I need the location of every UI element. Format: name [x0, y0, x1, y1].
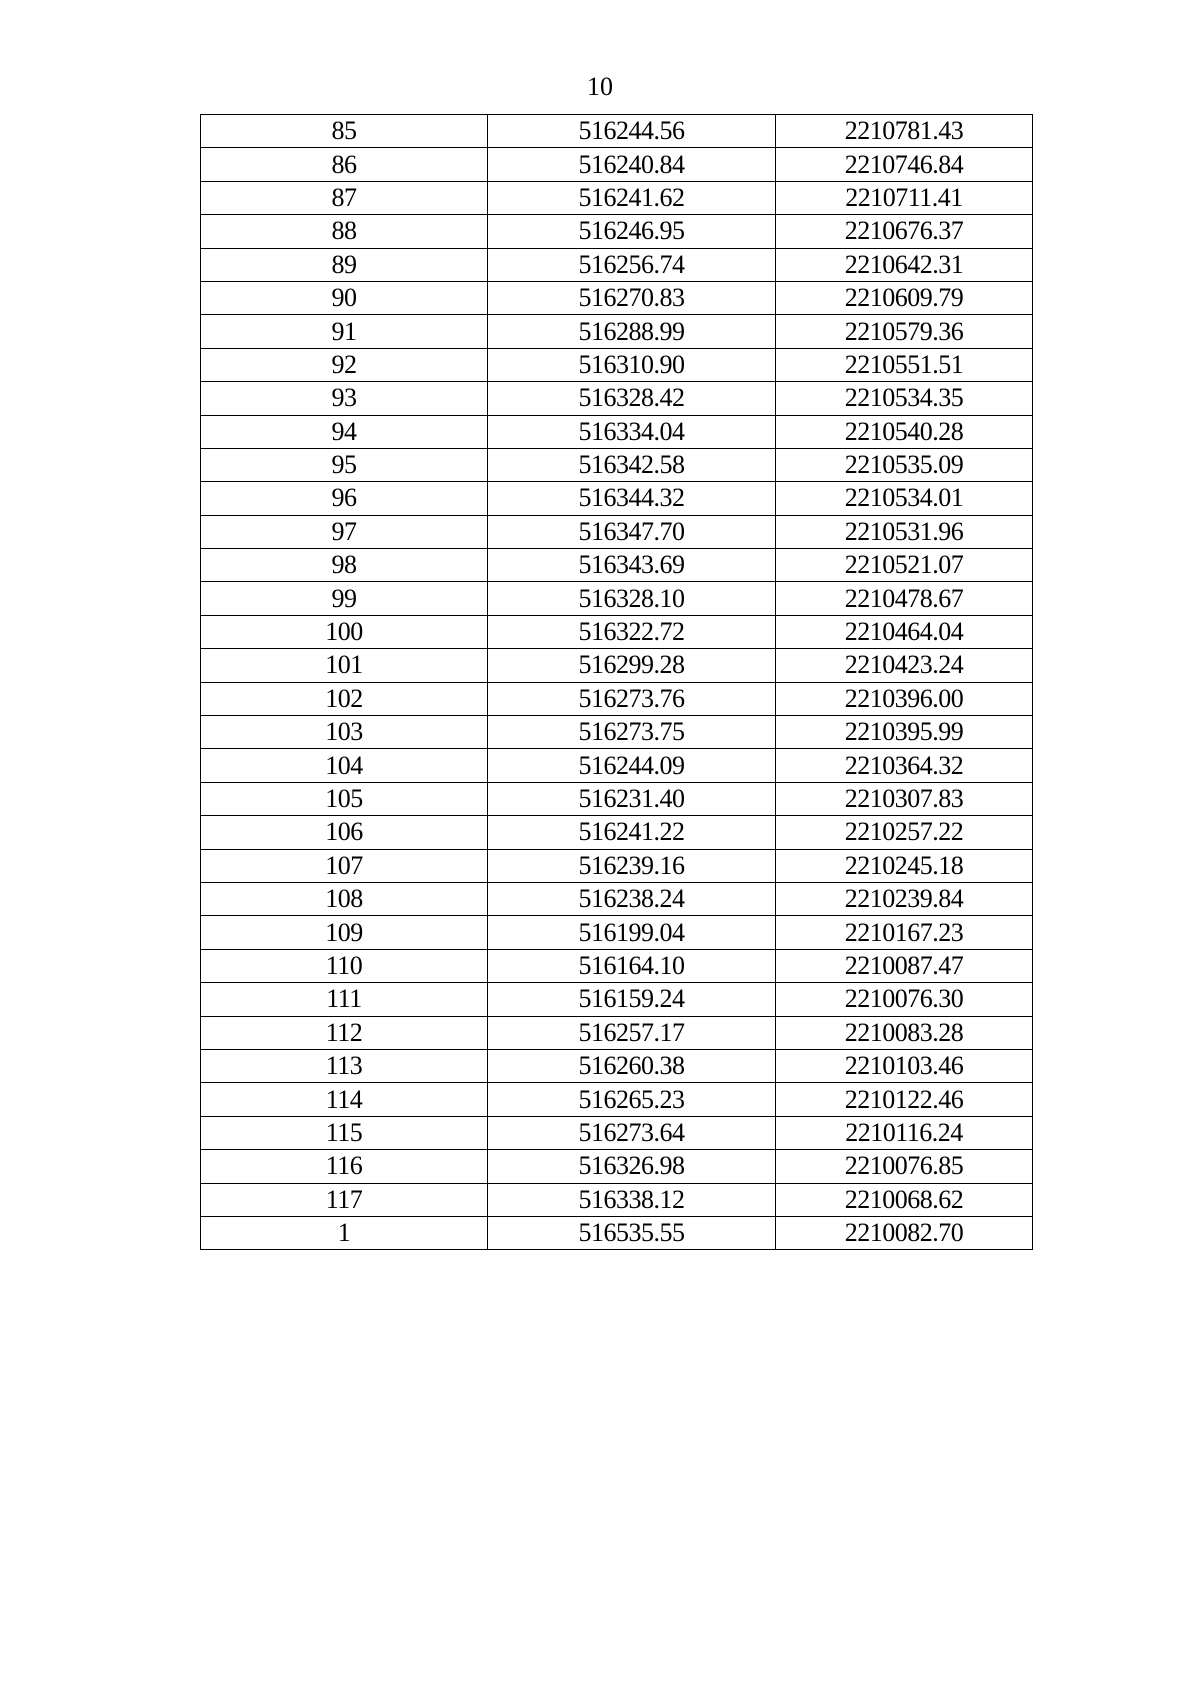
x-coordinate-cell: 516322.72: [488, 615, 776, 648]
y-coordinate-cell: 2210531.96: [776, 515, 1033, 548]
y-coordinate-cell: 2210257.22: [776, 816, 1033, 849]
table-row: [201, 448, 1033, 481]
x-coordinate-cell: 516338.12: [488, 1183, 776, 1216]
y-coordinate-cell: 2210478.67: [776, 582, 1033, 615]
table-row: [201, 649, 1033, 682]
point-number-cell: 93: [201, 382, 488, 415]
x-coordinate-cell: 516199.04: [488, 916, 776, 949]
y-coordinate-cell: 2210534.01: [776, 482, 1033, 515]
point-number-cell: 108: [201, 882, 488, 915]
x-coordinate-cell: 516246.95: [488, 215, 776, 248]
point-number-cell: 94: [201, 415, 488, 448]
table-row: [201, 382, 1033, 415]
table-row: [201, 415, 1033, 448]
table-row: [201, 215, 1033, 248]
x-coordinate-cell: 516288.99: [488, 315, 776, 348]
table-row: [201, 782, 1033, 815]
coordinate-table: [200, 114, 1033, 1250]
table-row: [201, 1049, 1033, 1082]
table-row: [201, 148, 1033, 181]
point-number-cell: 100: [201, 615, 488, 648]
table-row: [201, 682, 1033, 715]
y-coordinate-cell: 2210676.37: [776, 215, 1033, 248]
table-row: [201, 281, 1033, 314]
table-row: [201, 816, 1033, 849]
table-row: [201, 849, 1033, 882]
y-coordinate-cell: 2210540.28: [776, 415, 1033, 448]
table-row: [201, 115, 1033, 148]
x-coordinate-cell: 516238.24: [488, 882, 776, 915]
table-row: [201, 315, 1033, 348]
y-coordinate-cell: 2210307.83: [776, 782, 1033, 815]
point-number-cell: 88: [201, 215, 488, 248]
point-number-cell: 96: [201, 482, 488, 515]
point-number-cell: 105: [201, 782, 488, 815]
table-row: [201, 1150, 1033, 1183]
table-row: [201, 615, 1033, 648]
x-coordinate-cell: 516273.75: [488, 716, 776, 749]
page-number: 10: [587, 72, 613, 101]
table-row: [201, 515, 1033, 548]
y-coordinate-cell: 2210076.30: [776, 983, 1033, 1016]
point-number-cell: 114: [201, 1083, 488, 1116]
x-coordinate-cell: 516328.42: [488, 382, 776, 415]
y-coordinate-cell: 2210521.07: [776, 549, 1033, 582]
y-coordinate-cell: 2210423.24: [776, 649, 1033, 682]
y-coordinate-cell: 2210551.51: [776, 348, 1033, 381]
point-number-cell: 102: [201, 682, 488, 715]
point-number-cell: 115: [201, 1116, 488, 1149]
x-coordinate-cell: 516265.23: [488, 1083, 776, 1116]
coordinate-table-body: [201, 115, 1033, 1250]
point-number-cell: 113: [201, 1049, 488, 1082]
x-coordinate-cell: 516159.24: [488, 983, 776, 1016]
point-number-cell: 85: [201, 115, 488, 148]
point-number-cell: 107: [201, 849, 488, 882]
table-row: [201, 1116, 1033, 1149]
table-row: [201, 1083, 1033, 1116]
x-coordinate-cell: 516270.83: [488, 281, 776, 314]
x-coordinate-cell: 516310.90: [488, 348, 776, 381]
x-coordinate-cell: 516164.10: [488, 949, 776, 982]
point-number-cell: 111: [201, 983, 488, 1016]
y-coordinate-cell: 2210711.41: [776, 181, 1033, 214]
x-coordinate-cell: 516328.10: [488, 582, 776, 615]
y-coordinate-cell: 2210082.70: [776, 1216, 1033, 1249]
point-number-cell: 112: [201, 1016, 488, 1049]
table-row: [201, 1016, 1033, 1049]
x-coordinate-cell: 516273.64: [488, 1116, 776, 1149]
point-number-cell: 90: [201, 281, 488, 314]
x-coordinate-cell: 516273.76: [488, 682, 776, 715]
y-coordinate-cell: 2210746.84: [776, 148, 1033, 181]
x-coordinate-cell: 516257.17: [488, 1016, 776, 1049]
x-coordinate-cell: 516334.04: [488, 415, 776, 448]
y-coordinate-cell: 2210068.62: [776, 1183, 1033, 1216]
table-row: [201, 716, 1033, 749]
y-coordinate-cell: 2210642.31: [776, 248, 1033, 281]
table-row: [201, 949, 1033, 982]
x-coordinate-cell: 516240.84: [488, 148, 776, 181]
x-coordinate-cell: 516241.22: [488, 816, 776, 849]
y-coordinate-cell: 2210167.23: [776, 916, 1033, 949]
point-number-cell: 87: [201, 181, 488, 214]
y-coordinate-cell: 2210395.99: [776, 716, 1033, 749]
y-coordinate-cell: 2210534.35: [776, 382, 1033, 415]
table-row: [201, 248, 1033, 281]
x-coordinate-cell: 516256.74: [488, 248, 776, 281]
x-coordinate-cell: 516299.28: [488, 649, 776, 682]
y-coordinate-cell: 2210364.32: [776, 749, 1033, 782]
y-coordinate-cell: 2210087.47: [776, 949, 1033, 982]
point-number-cell: 95: [201, 448, 488, 481]
point-number-cell: 101: [201, 649, 488, 682]
table-row: [201, 181, 1033, 214]
x-coordinate-cell: 516244.09: [488, 749, 776, 782]
x-coordinate-cell: 516347.70: [488, 515, 776, 548]
point-number-cell: 97: [201, 515, 488, 548]
y-coordinate-cell: 2210239.84: [776, 882, 1033, 915]
point-number-cell: 91: [201, 315, 488, 348]
point-number-cell: 110: [201, 949, 488, 982]
y-coordinate-cell: 2210781.43: [776, 115, 1033, 148]
x-coordinate-cell: 516326.98: [488, 1150, 776, 1183]
table-row: [201, 1183, 1033, 1216]
x-coordinate-cell: 516535.55: [488, 1216, 776, 1249]
y-coordinate-cell: 2210535.09: [776, 448, 1033, 481]
point-number-cell: 109: [201, 916, 488, 949]
table-row: [201, 1216, 1033, 1249]
table-row: [201, 749, 1033, 782]
x-coordinate-cell: 516241.62: [488, 181, 776, 214]
y-coordinate-cell: 2210083.28: [776, 1016, 1033, 1049]
x-coordinate-cell: 516244.56: [488, 115, 776, 148]
table-row: [201, 983, 1033, 1016]
point-number-cell: 103: [201, 716, 488, 749]
y-coordinate-cell: 2210464.04: [776, 615, 1033, 648]
y-coordinate-cell: 2210116.24: [776, 1116, 1033, 1149]
point-number-cell: 99: [201, 582, 488, 615]
table-row: [201, 916, 1033, 949]
point-number-cell: 86: [201, 148, 488, 181]
x-coordinate-cell: 516342.58: [488, 448, 776, 481]
table-row: [201, 482, 1033, 515]
table-row: [201, 549, 1033, 582]
point-number-cell: 116: [201, 1150, 488, 1183]
point-number-cell: 89: [201, 248, 488, 281]
y-coordinate-cell: 2210076.85: [776, 1150, 1033, 1183]
y-coordinate-cell: 2210609.79: [776, 281, 1033, 314]
x-coordinate-cell: 516239.16: [488, 849, 776, 882]
point-number-cell: 117: [201, 1183, 488, 1216]
table-row: [201, 348, 1033, 381]
x-coordinate-cell: 516260.38: [488, 1049, 776, 1082]
table-row: [201, 582, 1033, 615]
y-coordinate-cell: 2210396.00: [776, 682, 1033, 715]
y-coordinate-cell: 2210245.18: [776, 849, 1033, 882]
y-coordinate-cell: 2210103.46: [776, 1049, 1033, 1082]
x-coordinate-cell: 516231.40: [488, 782, 776, 815]
table-row: [201, 882, 1033, 915]
point-number-cell: 92: [201, 348, 488, 381]
x-coordinate-cell: 516344.32: [488, 482, 776, 515]
point-number-cell: 106: [201, 816, 488, 849]
x-coordinate-cell: 516343.69: [488, 549, 776, 582]
point-number-cell: 98: [201, 549, 488, 582]
point-number-cell: 104: [201, 749, 488, 782]
y-coordinate-cell: 2210122.46: [776, 1083, 1033, 1116]
y-coordinate-cell: 2210579.36: [776, 315, 1033, 348]
point-number-cell: 1: [201, 1216, 488, 1249]
